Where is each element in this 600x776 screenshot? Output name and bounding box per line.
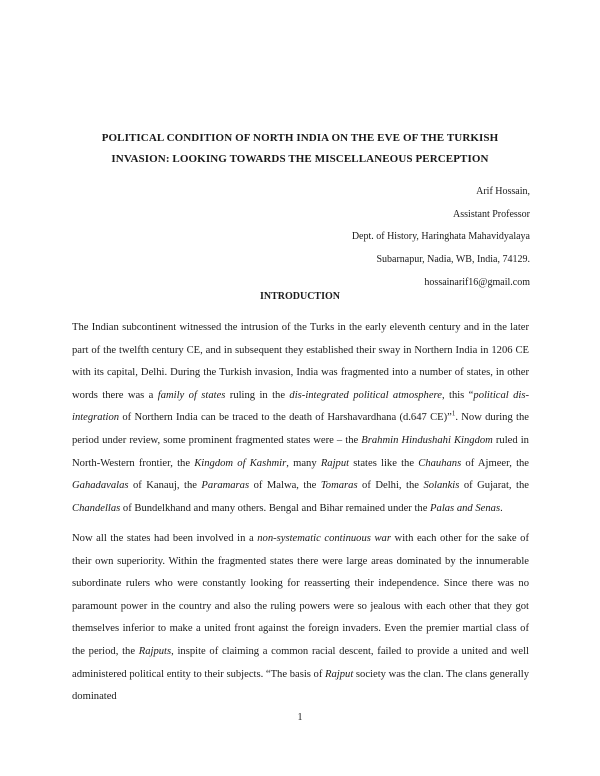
text-run: .: [500, 502, 503, 514]
text-run: ruling in the: [225, 389, 290, 401]
paragraph-1: [72, 317, 529, 520]
italic-run: Rajput: [320, 457, 350, 469]
author-email: hossainarif16@gmail.com: [424, 276, 530, 288]
paper-title: [80, 128, 520, 170]
author-block: [352, 181, 530, 295]
text-run: of Kanauj, the: [128, 480, 202, 492]
italic-run: non-systematic continuous war: [257, 533, 391, 544]
author-department: Dept. of History, Haringhata Mahavidyalaya: [351, 231, 530, 243]
author-address: Subarnapur, Nadia, WB, India, 74129.: [376, 254, 530, 266]
text-run: ruled in North-Western frontier, the: [72, 434, 529, 469]
italic-run: Chauhans: [418, 457, 462, 469]
text-run: of Malwa, the: [249, 480, 321, 492]
italic-run: Tomaras: [320, 480, 358, 492]
footnote-ref[interactable]: 1: [451, 409, 456, 418]
paragraph-2: [72, 528, 529, 709]
text-run: of Bundelkhand and many others. Bengal and Bihar remained under the: [120, 502, 431, 514]
text-run: of Delhi, the: [357, 480, 424, 492]
text-run: with each other for the sake of their own superiority. Within the fragmented states there were large areas dominated by the innumerable subordinate rulers who were constantly looking for reasserting their independence. Since there was no paramount power in the country and also the ruling powers were so jealous with each other that they got themselves inferior to make a united front against the foreign invaders. Even the premier martial class of the period, the: [72, 533, 529, 657]
author-position: Assistant Professor: [453, 208, 530, 220]
title-line-1: POLITICAL CONDITION OF NORTH INDIA ON THE EVE OF THE TURKISH: [101, 132, 499, 144]
text-run: of Gujarat, the: [459, 480, 529, 492]
text-run: society was the clan. The clans generally dominated: [72, 668, 530, 703]
italic-run: Rajput: [325, 668, 354, 680]
text-run: states like the: [349, 457, 419, 469]
italic-run: Brahmin Hindushahi Kingdom: [361, 434, 493, 446]
text-run: , this “: [441, 389, 474, 401]
author-name: Arif Hossain,: [476, 186, 530, 197]
italic-run: family of states: [157, 389, 226, 401]
text-run: of Northern India can be traced to the death of Harshavardhana (d.647 CE)”: [119, 412, 452, 424]
italic-run: Chandellas: [72, 502, 121, 514]
text-run: Now all the states had been involved in a: [72, 533, 258, 544]
italic-run: political dis-integration: [72, 389, 529, 424]
italic-run: Gahadavalas: [72, 480, 129, 492]
text-run: . Now during the period under review, some prominent fragmented states were – the: [72, 412, 529, 446]
text-run: The Indian subcontinent witnessed the intrusion of the Turks in the early eleventh century and in the later part of the twelfth century CE, and in subsequent they established their sway in Northern India in 1206 CE with its capital, Delhi. During the Turkish invasion, India was fragmented into a number of states, in other words there was a: [72, 322, 529, 401]
text-run: , inspite of claiming a common racial descent, failed to provide a united and well administered political entity to their subjects. “The basis of: [72, 645, 529, 680]
page-number: 1: [297, 712, 303, 723]
italic-run: Paramaras: [201, 480, 250, 492]
italic-run: Kingdom of Kashmir: [194, 457, 287, 469]
text-run: , many: [286, 457, 321, 469]
italic-run: Solankis: [423, 480, 460, 492]
italic-run: Palas and Senas: [430, 502, 501, 514]
text-run: of Ajmeer, the: [461, 457, 530, 469]
section-heading: INTRODUCTION: [259, 291, 340, 302]
italic-run: Rajputs: [138, 645, 172, 657]
title-line-2: INVASION: LOOKING TOWARDS THE MISCELLANEOUS PERCEPTION: [111, 153, 489, 165]
italic-run: dis-integrated political atmosphere: [289, 389, 442, 401]
